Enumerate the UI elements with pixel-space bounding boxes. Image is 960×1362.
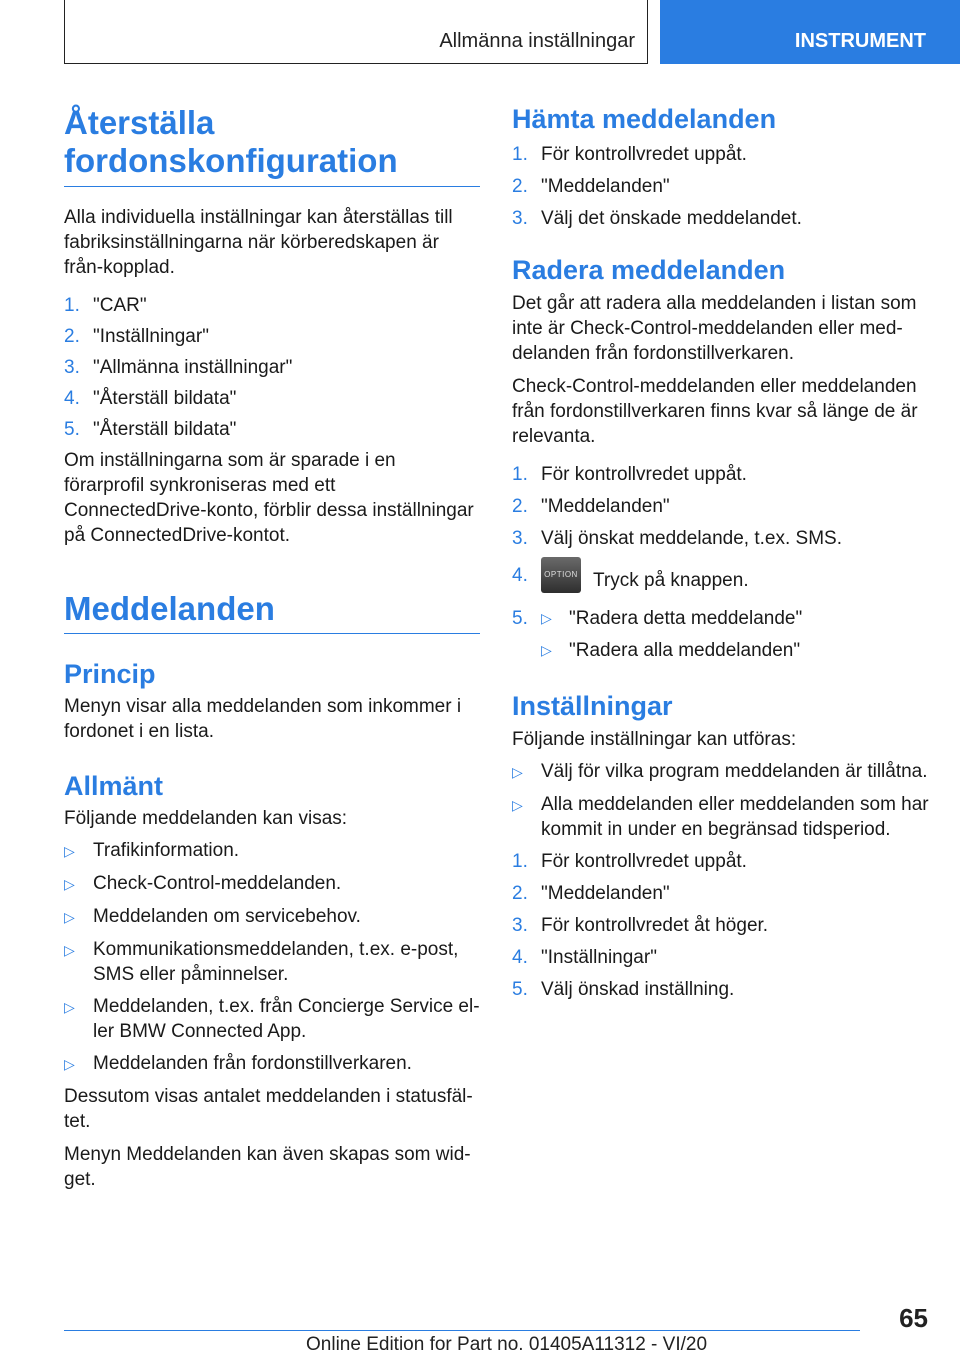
fetch-steps (512, 142, 932, 231)
list-item: ▷ Alla meddelanden eller meddelanden som har kommit in under en begränsad tidsperiod. (512, 794, 929, 840)
fetch-step-3: 3. Välj det önskade meddelandet. (512, 208, 802, 229)
list-item: ▷ Meddelanden om servicebehov. (64, 904, 480, 930)
reset-title-line1: Återställa (64, 104, 215, 141)
delete-title: Radera meddelanden (512, 255, 786, 285)
triangle-bullet-icon: ▷ (512, 797, 523, 813)
triangle-bullet-icon: ▷ (541, 610, 552, 626)
fetch-step-1: 1. För kontrollvredet uppåt. (512, 144, 747, 165)
messages-title: Meddelanden (64, 590, 275, 627)
principle-title: Princip (64, 659, 156, 689)
settings-title: Inställningar (512, 691, 673, 721)
triangle-bullet-icon: ▷ (64, 999, 75, 1015)
triangle-bullet-icon: ▷ (64, 942, 75, 958)
edition-footer: Online Edition for Part no. 01405A11312 - VI/20 (306, 1334, 708, 1355)
delete-step-5: 5. ▷ "Radera detta meddelande" ▷ "Radera alla meddelanden" (512, 608, 803, 661)
list-item: ▷ Meddelanden från fordonstillverkaren. (64, 1051, 480, 1077)
reset-body (64, 205, 480, 548)
reset-title-line2: fordonskonfiguration (64, 142, 398, 179)
reset-step-3: 3. "Allmänna inställningar" (64, 357, 293, 378)
reset-step-2: 2. "Inställningar" (64, 326, 209, 347)
settings-step-5: 5. Välj önskad inställning. (512, 979, 735, 1000)
reset-title-rule (64, 186, 480, 187)
triangle-bullet-icon: ▷ (541, 642, 552, 658)
reset-note: Om inställningarna som är sparade i en förarprofil synkroniseras med ett ConnectedDrive-konto, förblir dessa inställningar på ConnectedDrive-kontot. (64, 450, 474, 546)
delete-step-1: 1. För kontrollvredet uppåt. (512, 464, 747, 485)
delete-option-this: ▷ "Radera detta meddelande" (541, 608, 803, 629)
footer-rule (64, 1330, 860, 1331)
triangle-bullet-icon: ▷ (64, 1056, 75, 1072)
delete-step-3: 3. Välj önskat meddelande, t.ex. SMS. (512, 528, 842, 549)
widget-note: Menyn Meddelanden kan även skapas som wid-get. (64, 1144, 471, 1190)
reset-intro: Alla individuella inställningar kan återställas till fabriksinställningarna när körberedskapen är från-kopplad. (64, 207, 453, 278)
settings-section (512, 690, 932, 1009)
general-list (64, 838, 480, 1077)
triangle-bullet-icon: ▷ (512, 764, 523, 780)
option-button-icon: OPTION (541, 557, 581, 593)
section-title: Allmänna inställningar (439, 30, 635, 52)
triangle-bullet-icon: ▷ (64, 909, 75, 925)
settings-options (512, 759, 932, 842)
header-section-box (64, 0, 648, 64)
delete-steps (512, 462, 932, 663)
status-note: Dessutom visas antalet meddelanden i statusfäl-tet. (64, 1086, 473, 1132)
general-intro: Följande meddelanden kan visas: (64, 808, 348, 829)
reset-step-4: 4. "Återställ bildata" (64, 388, 237, 409)
list-item: ▷ Meddelanden, t.ex. från Concierge Service el-ler BMW Connected App. (64, 996, 480, 1042)
delete-step-2: 2. "Meddelanden" (512, 496, 670, 517)
delete-section (512, 254, 932, 670)
settings-step-2: 2. "Meddelanden" (512, 883, 670, 904)
reset-steps (64, 293, 480, 442)
chapter-tab[interactable]: INSTRUMENT (660, 0, 960, 64)
principle-text: Menyn visar alla meddelanden som inkommer i fordonet i en lista. (64, 696, 462, 742)
list-item: ▷ Trafikinformation. (64, 838, 480, 864)
messages-heading (64, 590, 480, 634)
principle-section (64, 658, 480, 744)
delete-text-2: Check-Control-meddelanden eller meddelanden från fordonstillverkaren finns kvar så länge de är relevanta. (512, 376, 918, 447)
settings-step-1: 1. För kontrollvredet uppåt. (512, 851, 747, 872)
delete-step-4: 4. OPTION Tryck på knappen. (512, 563, 932, 599)
fetch-section (512, 103, 932, 238)
settings-steps (512, 849, 932, 1002)
delete-option-all: ▷ "Radera alla meddelanden" (541, 640, 801, 661)
list-item: ▷ Kommunikationsmeddelanden, t.ex. e-post, SMS eller påminnelser. (64, 939, 459, 985)
reset-heading (64, 104, 480, 187)
fetch-step-2: 2. "Meddelanden" (512, 176, 670, 197)
settings-intro: Följande inställningar kan utföras: (512, 729, 797, 750)
settings-step-4: 4. "Inställningar" (512, 947, 657, 968)
messages-title-rule (64, 633, 480, 634)
fetch-title: Hämta meddelanden (512, 104, 777, 134)
delete-text-1: Det går att radera alla meddelanden i listan som inte är Check-Control-meddelanden eller med-delanden från fordonstillverkaren. (512, 293, 917, 364)
triangle-bullet-icon: ▷ (64, 876, 75, 892)
list-item: ▷ Check-Control-meddelanden. (64, 871, 480, 897)
general-title: Allmänt (64, 771, 164, 801)
reset-step-1: 1. "CAR" (64, 295, 147, 316)
list-item: ▷ Välj för vilka program meddelanden är tillåtna. (512, 759, 932, 785)
general-section (64, 770, 480, 1192)
reset-step-5: 5. "Återställ bildata" (64, 419, 237, 440)
triangle-bullet-icon: ▷ (64, 843, 75, 859)
page-number: 65 (899, 1303, 928, 1333)
settings-step-3: 3. För kontrollvredet åt höger. (512, 915, 769, 936)
